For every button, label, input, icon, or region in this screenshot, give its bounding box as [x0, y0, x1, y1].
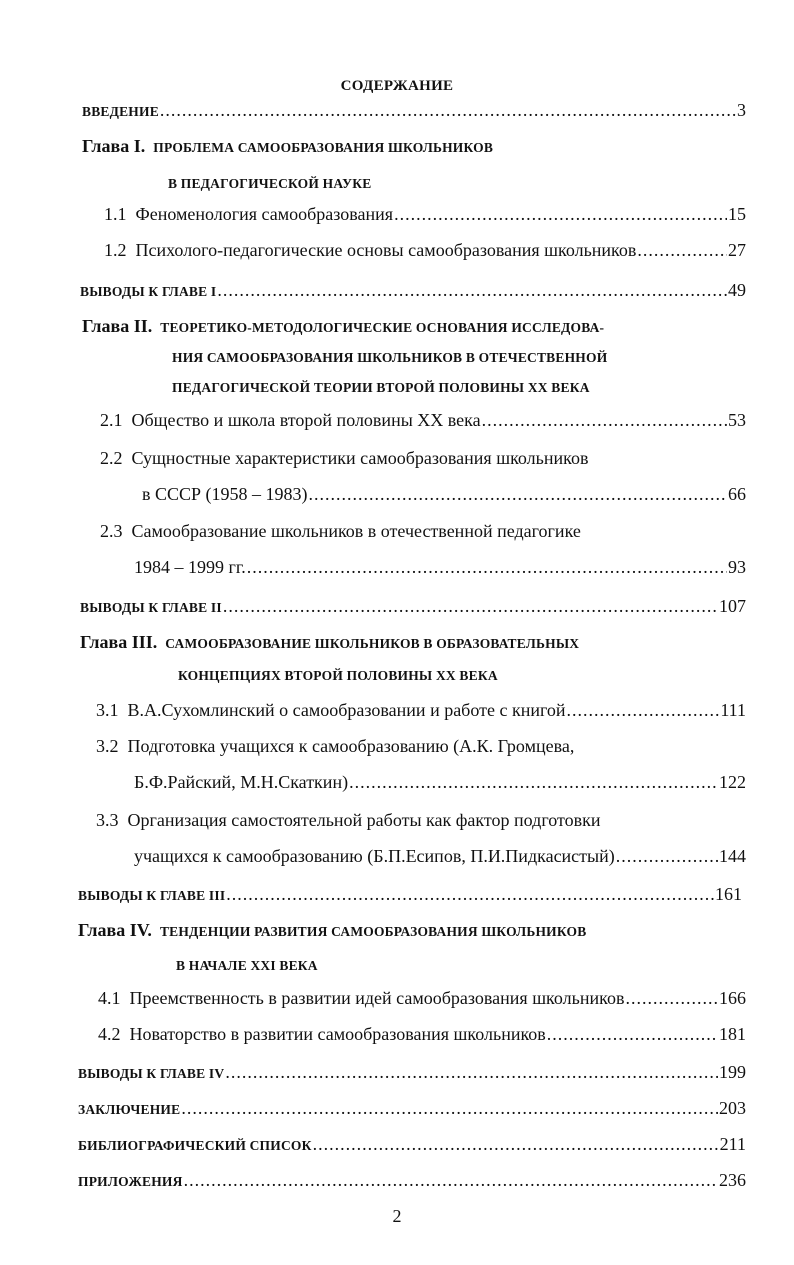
- toc-entry-4-2[interactable]: [98, 1024, 746, 1045]
- entry-label: в СССР (1958 – 1983): [142, 484, 308, 504]
- entry-label: Б.Ф.Райский, М.Н.Скаткин): [134, 772, 349, 792]
- entry-page: 49: [728, 280, 746, 300]
- toc-title: СОДЕРЖАНИЕ: [340, 78, 454, 94]
- dot-leader: [225, 1062, 718, 1083]
- entry-label: 1984 – 1999 гг.: [134, 557, 246, 577]
- entry-label: 1.1 Феноменология самообразования: [104, 204, 394, 224]
- toc-entry-conclusion[interactable]: [78, 1098, 746, 1119]
- entry-label: учащихся к самообразованию (Б.П.Есипов, П.И.Пидкасистый): [134, 846, 615, 866]
- toc-entry-3-3[interactable]: [134, 846, 746, 867]
- toc-entry-2-2[interactable]: [142, 484, 746, 505]
- dot-leader: [482, 410, 727, 431]
- dot-leader: [184, 1170, 718, 1191]
- toc-entry-2-3-line1[interactable]: 2.3 Самообразование школьников в отечественной педагогике: [100, 521, 581, 541]
- chapter-title: САМООБРАЗОВАНИЕ ШКОЛЬНИКОВ В ОБРАЗОВАТЕЛЬНЫХ: [165, 636, 580, 651]
- chapter-label: Глава IV.: [78, 920, 152, 940]
- entry-label: ВЫВОДЫ К ГЛАВЕ I: [80, 284, 217, 299]
- entry-page: 211: [719, 1134, 746, 1154]
- toc-entry-2-2-line1[interactable]: 2.2 Сущностные характеристики самообразования школьников: [100, 448, 589, 468]
- dot-leader: [313, 1134, 719, 1155]
- toc-entry-1-2[interactable]: [104, 240, 746, 261]
- entry-label: ВЫВОДЫ К ГЛАВЕ III: [78, 888, 226, 903]
- dot-leader: [309, 484, 727, 505]
- entry-label: 3.1 В.А.Сухомлинский о самообразовании и работе с книгой: [96, 700, 566, 720]
- page-number: 2: [392, 1206, 402, 1226]
- toc-entry-3-3-line1[interactable]: 3.3 Организация самостоятельной работы как фактор подготовки: [96, 810, 601, 830]
- entry-page: 181: [719, 1024, 746, 1044]
- dot-leader: [567, 700, 720, 721]
- dot-leader: [349, 772, 718, 793]
- toc-entry-3-2[interactable]: [134, 772, 746, 793]
- toc-entry-3-1[interactable]: [96, 700, 746, 721]
- dot-leader: [547, 1024, 718, 1045]
- chapter-4-title-cont: В НАЧАЛЕ XXI ВЕКА: [176, 958, 318, 973]
- entry-label: 4.1 Преемственность в развитии идей самообразования школьников: [98, 988, 625, 1008]
- toc-entry-3-2-line1[interactable]: 3.2 Подготовка учащихся к самообразованию (А.К. Громцева,: [96, 736, 575, 756]
- entry-page: 203: [719, 1098, 746, 1118]
- dot-leader: [181, 1098, 718, 1119]
- entry-label: ЗАКЛЮЧЕНИЕ: [78, 1102, 181, 1117]
- entry-page: 3: [737, 100, 746, 120]
- entry-page: 122: [719, 772, 746, 792]
- entry-label: ВЫВОДЫ К ГЛАВЕ IV: [78, 1066, 225, 1081]
- toc-entry-2-3[interactable]: [134, 557, 746, 578]
- dot-leader: [247, 557, 727, 578]
- entry-label: 2.1 Общество и школа второй половины XX века: [100, 410, 481, 430]
- chapter-3-title-cont: КОНЦЕПЦИЯХ ВТОРОЙ ПОЛОВИНЫ XX ВЕКА: [178, 668, 498, 683]
- chapter-2-title-cont: ПЕДАГОГИЧЕСКОЙ ТЕОРИИ ВТОРОЙ ПОЛОВИНЫ XX ВЕКА: [172, 380, 590, 395]
- entry-page: 144: [719, 846, 746, 866]
- entry-page: 166: [719, 988, 746, 1008]
- entry-page: 199: [719, 1062, 746, 1082]
- entry-label: ПРИЛОЖЕНИЯ: [78, 1174, 183, 1189]
- entry-label: 1.2 Психолого-педагогические основы самообразования школьников: [104, 240, 637, 260]
- entry-label: ВЫВОДЫ К ГЛАВЕ II: [80, 600, 222, 615]
- chapter-label: Глава I.: [82, 136, 146, 156]
- toc-entry-2-1[interactable]: [100, 410, 746, 431]
- toc-entry-1-1[interactable]: [104, 204, 746, 225]
- entry-page: 15: [728, 204, 746, 224]
- dot-leader: [616, 846, 718, 867]
- dot-leader: [226, 884, 714, 905]
- toc-entry-bibliography[interactable]: [78, 1134, 746, 1155]
- entry-label: ВВЕДЕНИЕ: [82, 104, 159, 119]
- dot-leader: [625, 988, 718, 1009]
- dot-leader: [217, 280, 727, 301]
- toc-entry-4-1[interactable]: [98, 988, 746, 1009]
- entry-page: 161: [715, 884, 742, 904]
- entry-page: 27: [728, 240, 746, 260]
- toc-entry-intro[interactable]: [82, 100, 746, 121]
- dot-leader: [637, 240, 727, 261]
- entry-page: 66: [728, 484, 746, 504]
- chapter-label: Глава II.: [82, 316, 153, 336]
- chapter-2-title-cont: НИЯ САМООБРАЗОВАНИЯ ШКОЛЬНИКОВ В ОТЕЧЕСТВЕННОЙ: [172, 350, 608, 365]
- chapter-label: Глава III.: [80, 632, 158, 652]
- chapter-4-heading[interactable]: [78, 920, 586, 941]
- entry-label: БИБЛИОГРАФИЧЕСКИЙ СПИСОК: [78, 1138, 312, 1153]
- toc-entry-appendices[interactable]: [78, 1170, 746, 1191]
- entry-page: 107: [719, 596, 746, 616]
- entry-label: 4.2 Новаторство в развитии самообразования школьников: [98, 1024, 546, 1044]
- entry-page: 53: [728, 410, 746, 430]
- entry-page: 93: [728, 557, 746, 577]
- chapter-title: ПРОБЛЕМА САМООБРАЗОВАНИЯ ШКОЛЬНИКОВ: [153, 140, 494, 155]
- toc-entry-conclusion-2[interactable]: [80, 596, 746, 617]
- chapter-title: ТЕНДЕНЦИИ РАЗВИТИЯ САМООБРАЗОВАНИЯ ШКОЛЬНИКОВ: [159, 924, 587, 939]
- entry-page: 111: [720, 700, 746, 720]
- entry-page: 236: [719, 1170, 746, 1190]
- dot-leader: [160, 100, 736, 121]
- dot-leader: [223, 596, 718, 617]
- chapter-title: ТЕОРЕТИКО-МЕТОДОЛОГИЧЕСКИЕ ОСНОВАНИЯ ИССЛЕДОВА-: [160, 320, 605, 335]
- chapter-1-title-cont: В ПЕДАГОГИЧЕСКОЙ НАУКЕ: [168, 176, 372, 191]
- chapter-1-heading[interactable]: [82, 136, 493, 157]
- toc-entry-conclusion-1[interactable]: [80, 280, 746, 301]
- toc-entry-conclusion-3[interactable]: [78, 884, 742, 905]
- dot-leader: [394, 204, 727, 225]
- chapter-3-heading[interactable]: [80, 632, 579, 653]
- toc-entry-conclusion-4[interactable]: [78, 1062, 746, 1083]
- chapter-2-heading[interactable]: [82, 316, 604, 337]
